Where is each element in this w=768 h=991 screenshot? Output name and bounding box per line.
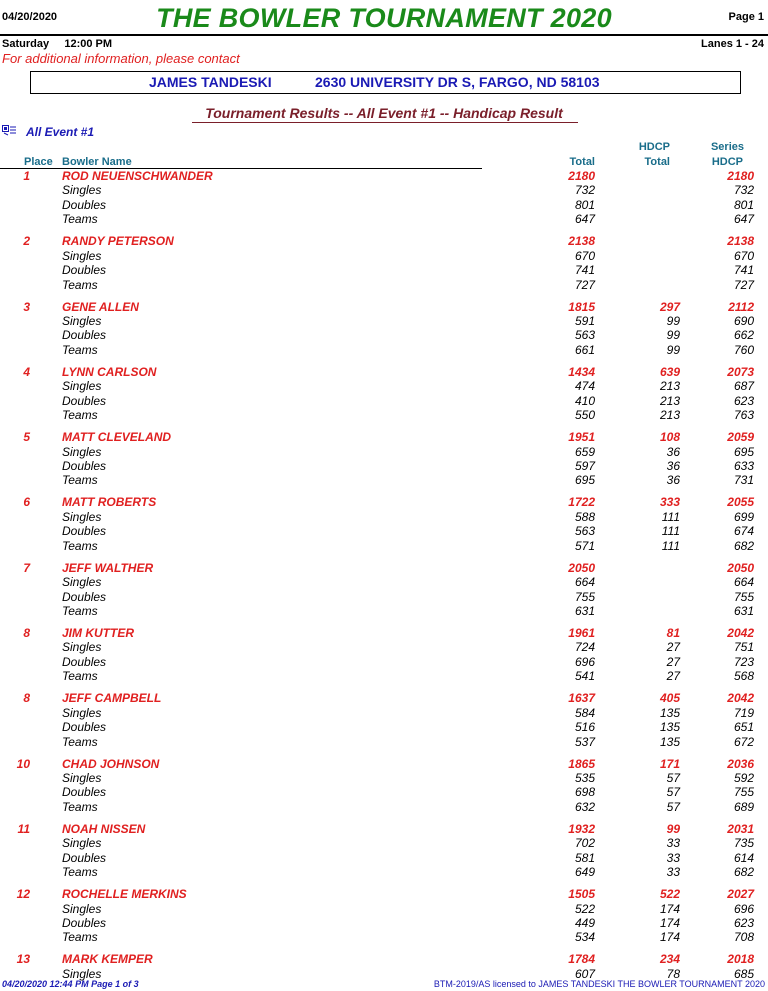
event-name: Doubles [62, 328, 107, 343]
bowler-place: 8 [23, 625, 30, 640]
contact-info-note: For additional information, please contact [2, 51, 240, 66]
event-row [0, 865, 768, 879]
lanes-range: Lanes 1 - 24 [701, 38, 764, 50]
event-row [0, 800, 768, 814]
col-total-header: Total [569, 156, 595, 168]
event-series: 614 [733, 850, 754, 865]
event-total: 696 [574, 654, 595, 669]
event-name: Doubles [62, 458, 107, 473]
event-series: 755 [733, 785, 754, 800]
event-name: Doubles [62, 915, 107, 930]
event-series: 670 [733, 248, 754, 263]
event-series: 763 [733, 408, 754, 423]
bowler-hdcp-total: 81 [666, 625, 680, 640]
bowler-total: 1815 [568, 299, 595, 314]
bowler-row [0, 952, 768, 966]
session-day-time [2, 38, 112, 50]
event-total: 584 [574, 705, 595, 720]
event-name: Doubles [62, 524, 107, 539]
event-total: 698 [574, 785, 595, 800]
event-hdcp: 111 [661, 524, 680, 539]
event-name: Singles [62, 640, 102, 655]
event-series: 651 [733, 720, 754, 735]
event-total: 449 [574, 915, 595, 930]
bowler-series-hdcp: 2112 [728, 299, 754, 314]
event-name: Singles [62, 836, 102, 851]
event-name: Doubles [62, 720, 107, 735]
event-name: Singles [62, 770, 102, 785]
bowler-total: 1951 [568, 430, 595, 445]
event-total: 597 [574, 458, 595, 473]
bowler-series-hdcp: 2042 [727, 691, 754, 706]
results-title: Tournament Results -- All Event #1 -- Handicap Result [205, 105, 563, 121]
bowler-series-hdcp: 2138 [727, 234, 754, 249]
event-series: 699 [733, 509, 754, 524]
bowler-row [0, 430, 768, 444]
event-name: Doubles [62, 589, 107, 604]
event-name: Singles [62, 248, 102, 263]
bowler-total: 2180 [568, 169, 595, 183]
event-series: 682 [733, 865, 754, 880]
event-row [0, 263, 768, 277]
col-hdcp-header-top: HDCP [638, 141, 670, 153]
bowler-name: CHAD JOHNSON [62, 756, 160, 771]
event-hdcp: 111 [661, 538, 680, 553]
session-day: Saturday [2, 38, 50, 50]
event-series: 801 [733, 197, 754, 212]
col-series-header-bottom: HDCP [711, 156, 743, 168]
bowler-name: MARK KEMPER [62, 952, 153, 967]
event-row [0, 655, 768, 669]
event-hdcp: 27 [666, 640, 680, 655]
event-name: Singles [62, 313, 102, 328]
event-total: 801 [574, 197, 595, 212]
bowler-name: JEFF WALTHER [62, 560, 154, 575]
event-row [0, 343, 768, 357]
event-series: 690 [733, 313, 754, 328]
bowler-row [0, 365, 768, 379]
event-hdcp: 213 [659, 393, 680, 408]
event-series: 672 [733, 734, 754, 749]
event-row [0, 314, 768, 328]
event-series: 719 [733, 705, 754, 720]
event-series: 592 [733, 770, 754, 785]
event-series: 689 [733, 799, 754, 814]
event-row [0, 735, 768, 749]
bowler-hdcp-total: 297 [659, 299, 680, 314]
event-hdcp: 174 [659, 930, 680, 945]
event-name: Singles [62, 575, 102, 590]
event-row [0, 198, 768, 212]
bowler-row [0, 300, 768, 314]
event-name: Singles [62, 183, 102, 198]
bowler-name: JIM KUTTER [62, 625, 134, 640]
contact-address: 2630 UNIVERSITY DR S, FARGO, ND 58103 [315, 74, 600, 90]
bowler-row [0, 495, 768, 509]
event-row [0, 902, 768, 916]
event-hdcp: 33 [666, 865, 680, 880]
event-hdcp: 36 [666, 458, 680, 473]
event-name: Teams [62, 212, 98, 227]
bowler-total: 1865 [568, 756, 595, 771]
event-series: 723 [733, 654, 754, 669]
bowler-hdcp-total: 333 [659, 495, 680, 510]
bowler-place: 2 [23, 234, 30, 249]
event-expand-icon[interactable] [2, 125, 17, 136]
bowler-total: 2050 [568, 560, 595, 575]
event-hdcp: 213 [659, 379, 680, 394]
bowler-place: 12 [16, 887, 30, 902]
event-name: Doubles [62, 785, 107, 800]
event-hdcp: 99 [666, 342, 680, 357]
event-hdcp: 36 [666, 473, 680, 488]
event-row [0, 916, 768, 930]
bowler-hdcp-total: 639 [659, 364, 680, 379]
event-hdcp: 135 [659, 705, 680, 720]
event-total: 664 [574, 575, 595, 590]
event-total: 563 [574, 524, 595, 539]
event-total: 670 [574, 248, 595, 263]
bowler-name: LYNN CARLSON [62, 364, 157, 379]
event-series: 695 [733, 444, 754, 459]
event-row [0, 706, 768, 720]
event-name: Teams [62, 603, 98, 618]
event-row [0, 183, 768, 197]
event-row [0, 445, 768, 459]
bowler-hdcp-total: 99 [666, 821, 680, 836]
event-series: 631 [733, 603, 754, 618]
bowler-hdcp-total: 522 [659, 887, 680, 902]
event-total: 632 [574, 799, 595, 814]
bowler-name: RANDY PETERSON [62, 234, 174, 249]
event-name: Teams [62, 734, 98, 749]
event-row [0, 379, 768, 393]
event-hdcp: 174 [659, 901, 680, 916]
results-title-underline [192, 122, 578, 123]
event-row [0, 539, 768, 553]
event-total: 727 [574, 277, 595, 292]
event-series: 751 [733, 640, 754, 655]
event-total: 550 [574, 408, 595, 423]
bowler-place: 11 [17, 821, 30, 836]
event-hdcp: 57 [666, 770, 680, 785]
event-hdcp: 99 [666, 328, 680, 343]
bowler-name: GENE ALLEN [62, 299, 139, 314]
bowler-series-hdcp: 2042 [727, 625, 754, 640]
event-series: 662 [733, 328, 754, 343]
footer-timestamp: 04/20/2020 12:44 PM Page 1 of 3 [2, 979, 139, 989]
event-hdcp: 57 [666, 785, 680, 800]
event-series: 647 [733, 212, 754, 227]
event-total: 537 [574, 734, 595, 749]
event-row [0, 575, 768, 589]
col-place-header: Place [24, 156, 53, 168]
event-hdcp: 213 [659, 408, 680, 423]
event-name: Singles [62, 705, 102, 720]
bowler-hdcp-total: 405 [659, 691, 680, 706]
event-row [0, 459, 768, 473]
col-name-header: Bowler Name [62, 156, 132, 168]
event-name: Teams [62, 473, 98, 488]
bowler-place: 5 [23, 430, 30, 445]
bowler-total: 1505 [568, 887, 595, 902]
col-hdcp-header-bottom: Total [644, 156, 670, 168]
event-hdcp: 57 [666, 799, 680, 814]
event-row [0, 669, 768, 683]
bowler-row [0, 822, 768, 836]
event-name: Doubles [62, 263, 107, 278]
event-series: 741 [733, 263, 754, 278]
bowler-place: 3 [23, 299, 30, 314]
event-row [0, 394, 768, 408]
bowler-total: 1784 [568, 952, 595, 967]
event-row [0, 930, 768, 944]
event-row [0, 212, 768, 226]
footer-license: BTM-2019/AS licensed to JAMES TANDESKI THE BOWLER TOURNAMENT 2020 [433, 979, 765, 989]
event-row [0, 590, 768, 604]
event-total: 571 [574, 538, 595, 553]
bowler-series-hdcp: 2036 [727, 756, 754, 771]
contact-name: JAMES TANDESKI [149, 74, 272, 90]
event-hdcp: 27 [666, 654, 680, 669]
event-name: Teams [62, 669, 98, 684]
event-series: 682 [733, 538, 754, 553]
bowler-total: 1637 [568, 691, 595, 706]
event-total: 541 [574, 669, 595, 684]
event-series: 685 [733, 966, 754, 981]
bowler-series-hdcp: 2027 [727, 887, 754, 902]
event-name: Doubles [62, 197, 107, 212]
bowler-total: 1961 [568, 625, 595, 640]
bowler-row [0, 234, 768, 248]
event-name: Teams [62, 930, 98, 945]
event-hdcp: 33 [666, 836, 680, 851]
event-total: 522 [574, 901, 595, 916]
event-series: 760 [733, 342, 754, 357]
bowler-hdcp-total: 171 [659, 756, 680, 771]
event-series: 696 [733, 901, 754, 916]
bowler-name: JEFF CAMPBELL [62, 691, 162, 706]
event-row [0, 249, 768, 263]
bowler-row [0, 887, 768, 901]
event-row [0, 278, 768, 292]
event-row [0, 836, 768, 850]
event-name: Teams [62, 865, 98, 880]
event-total: 695 [574, 473, 595, 488]
bowler-name: ROD NEUENSCHWANDER [62, 169, 213, 183]
event-total: 659 [574, 444, 595, 459]
bowler-name: NOAH NISSEN [62, 821, 146, 836]
event-total: 647 [574, 212, 595, 227]
event-row [0, 720, 768, 734]
event-row [0, 604, 768, 618]
contact-box [30, 71, 741, 94]
event-total: 741 [574, 263, 595, 278]
event-row [0, 473, 768, 487]
bowler-row [0, 626, 768, 640]
event-hdcp: 78 [666, 966, 680, 981]
bowler-row [0, 691, 768, 705]
event-total: 581 [574, 850, 595, 865]
bowler-place: 13 [16, 952, 30, 967]
bowler-name: MATT ROBERTS [62, 495, 157, 510]
event-name: Teams [62, 277, 98, 292]
report-date: 04/20/2020 [2, 11, 58, 23]
bowler-row [0, 561, 768, 575]
report-title: THE BOWLER TOURNAMENT 2020 [156, 3, 612, 33]
event-total: 591 [574, 313, 595, 328]
event-row [0, 771, 768, 785]
bowler-total: 1722 [568, 495, 595, 510]
event-name: Singles [62, 379, 102, 394]
bowler-series-hdcp: 2050 [727, 560, 754, 575]
bowler-row [0, 169, 768, 183]
event-series: 732 [733, 183, 754, 198]
event-row [0, 785, 768, 799]
bowler-row [0, 757, 768, 771]
bowler-series-hdcp: 2055 [727, 495, 754, 510]
event-series: 674 [733, 524, 754, 539]
event-hdcp: 135 [659, 720, 680, 735]
event-total: 649 [574, 865, 595, 880]
event-name: Teams [62, 799, 98, 814]
event-series: 664 [733, 575, 754, 590]
event-name: Teams [62, 408, 98, 423]
event-hdcp: 33 [666, 850, 680, 865]
event-name: Singles [62, 966, 102, 981]
bowler-place: 1 [23, 169, 30, 183]
event-series: 755 [733, 589, 754, 604]
event-series: 623 [733, 915, 754, 930]
event-name: Doubles [62, 654, 107, 669]
bowler-place: 4 [23, 364, 30, 379]
bowler-place: 8 [23, 691, 30, 706]
event-name: Teams [62, 538, 98, 553]
event-hdcp: 135 [659, 734, 680, 749]
event-series: 623 [733, 393, 754, 408]
page-number: Page 1 [728, 11, 764, 23]
event-total: 588 [574, 509, 595, 524]
bowler-name: ROCHELLE MERKINS [62, 887, 187, 902]
event-hdcp: 36 [666, 444, 680, 459]
event-name: Singles [62, 444, 102, 459]
event-series: 568 [733, 669, 754, 684]
event-row [0, 408, 768, 422]
event-series: 633 [733, 458, 754, 473]
event-hdcp: 27 [666, 669, 680, 684]
event-row [0, 524, 768, 538]
event-hdcp: 174 [659, 915, 680, 930]
bowler-series-hdcp: 2180 [727, 169, 754, 183]
bowler-hdcp-total: 234 [659, 952, 680, 967]
col-series-header-top: Series [710, 141, 744, 153]
event-total: 724 [574, 640, 595, 655]
event-row [0, 851, 768, 865]
session-time: 12:00 PM [64, 38, 113, 50]
bowler-series-hdcp: 2073 [727, 364, 754, 379]
bowler-series-hdcp: 2059 [727, 430, 754, 445]
bowler-total: 2138 [568, 234, 595, 249]
event-name: Doubles [62, 850, 107, 865]
bowler-total: 1434 [568, 364, 595, 379]
bowler-series-hdcp: 2018 [727, 952, 754, 967]
event-total: 410 [574, 393, 595, 408]
event-label: All Event #1 [26, 125, 95, 139]
event-hdcp: 99 [666, 313, 680, 328]
event-row [0, 328, 768, 342]
event-series: 727 [733, 277, 754, 292]
bowler-name: MATT CLEVELAND [62, 430, 172, 445]
bowler-series-hdcp: 2031 [727, 821, 754, 836]
bowler-place: 6 [23, 495, 30, 510]
event-name: Singles [62, 509, 102, 524]
event-total: 755 [574, 589, 595, 604]
event-row [0, 510, 768, 524]
event-series: 687 [733, 379, 754, 394]
event-name: Doubles [62, 393, 107, 408]
event-series: 731 [733, 473, 754, 488]
bowler-place: 7 [23, 560, 30, 575]
event-total: 607 [574, 966, 595, 981]
event-total: 702 [574, 836, 595, 851]
event-series: 708 [733, 930, 754, 945]
event-total: 563 [574, 328, 595, 343]
event-total: 732 [574, 183, 595, 198]
event-total: 631 [574, 603, 595, 618]
event-hdcp: 111 [661, 509, 680, 524]
event-name: Teams [62, 342, 98, 357]
event-total: 516 [574, 720, 595, 735]
event-total: 534 [574, 930, 595, 945]
header-rule [0, 34, 768, 36]
event-series: 735 [733, 836, 754, 851]
bowler-total: 1932 [568, 821, 595, 836]
bowler-place: 10 [16, 756, 30, 771]
event-total: 535 [574, 770, 595, 785]
event-name: Singles [62, 901, 102, 916]
event-row [0, 640, 768, 654]
event-total: 474 [574, 379, 595, 394]
bowler-hdcp-total: 108 [659, 430, 680, 445]
event-total: 661 [574, 342, 595, 357]
